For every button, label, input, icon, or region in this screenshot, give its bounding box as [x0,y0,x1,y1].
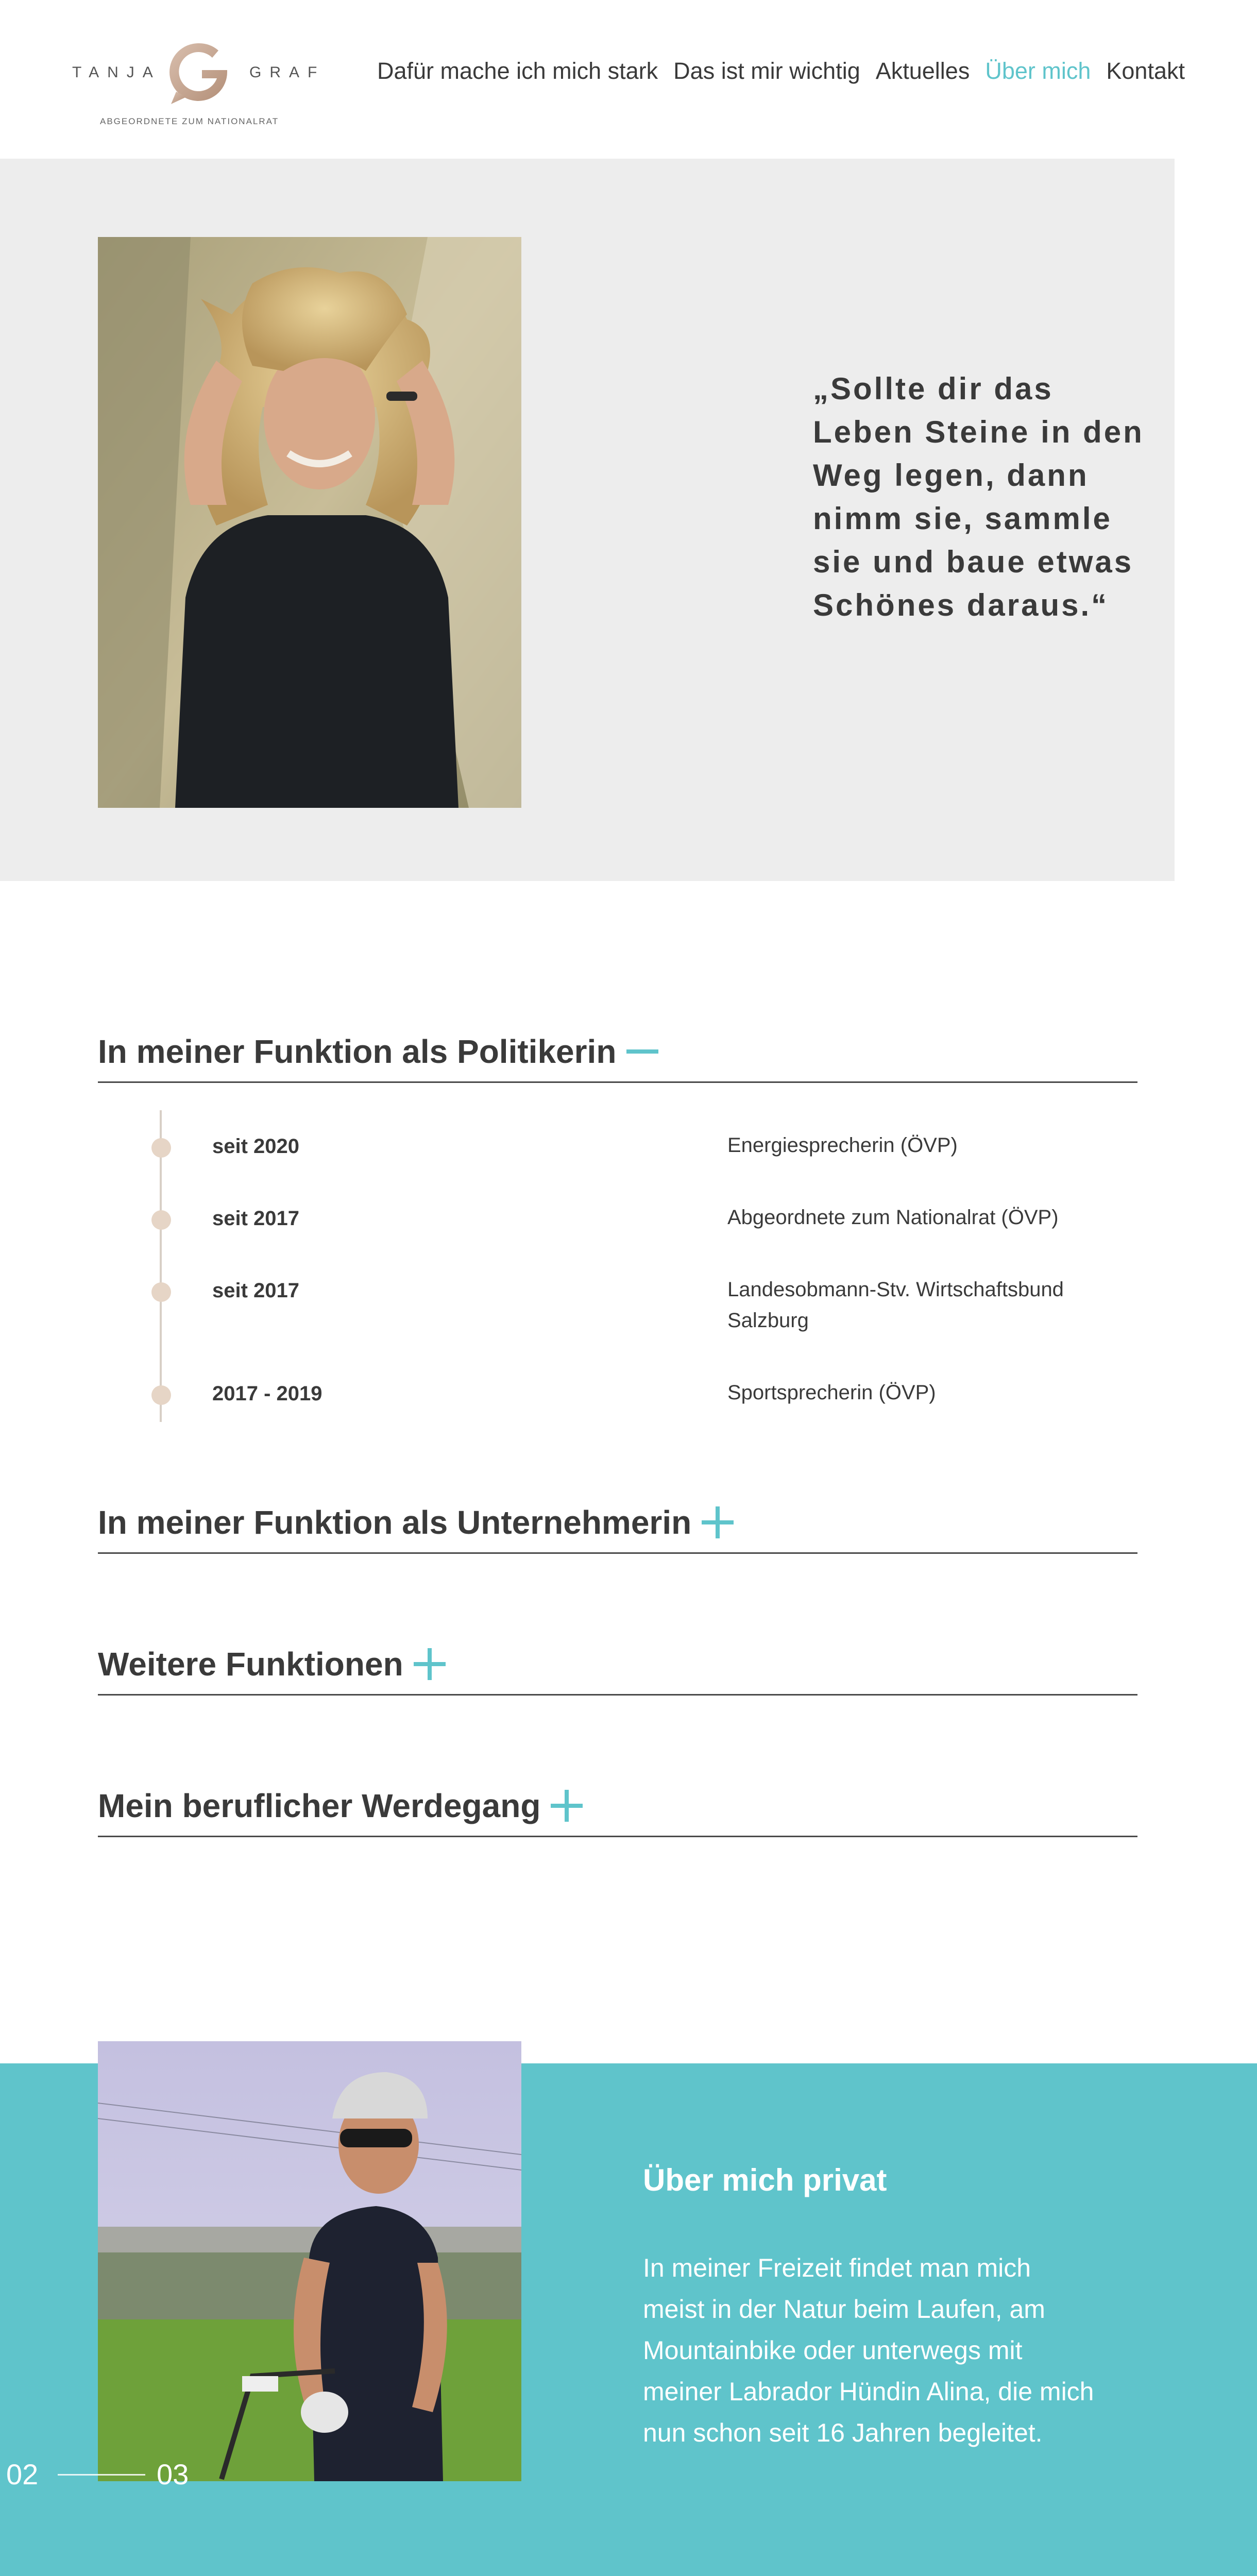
site-header [0,0,1257,159]
accordion-title: In meiner Funktion als Unternehmerin [98,1503,692,1541]
minus-icon[interactable] [626,1036,658,1067]
timeline-year: 2017 - 2019 [212,1382,322,1405]
accordion-header-politikerin[interactable] [98,1021,1137,1083]
main-navigation [377,58,1185,84]
timeline-year: seit 2020 [212,1135,300,1158]
slider-pagination [6,2458,197,2494]
accordion-politikerin [98,1021,1137,1083]
logo-last-name: GRAF [249,64,326,81]
timeline-year: seit 2017 [212,1207,300,1230]
nav-item-wichtig[interactable]: Das ist mir wichtig [673,58,860,84]
site-logo[interactable] [72,39,326,132]
slider-divider [58,2474,145,2476]
private-title: Über mich privat [643,2163,887,2197]
accordion-title: Mein beruflicher Werdegang [98,1787,541,1824]
slider-prev-number[interactable]: 02 [6,2458,39,2490]
timeline-dot [151,1282,171,1302]
g-speech-bubble-icon [165,39,232,106]
timeline-role: Landesobmann-Stv. Wirtschaftsbund Salzburg [727,1278,1064,1332]
timeline-dot [151,1138,171,1158]
accordion-header-unternehmerin[interactable] [98,1492,1137,1554]
portrait-photo [98,237,521,808]
plus-icon[interactable] [702,1506,734,1538]
timeline-role: Abgeordnete zum Nationalrat (ÖVP) [727,1206,1059,1229]
timeline-dot [151,1210,171,1230]
nav-item-aktuelles[interactable]: Aktuelles [875,58,970,84]
accordion-werdegang [98,1775,1137,1837]
timeline-role: Sportsprecherin (ÖVP) [727,1381,936,1404]
timeline-year: seit 2017 [212,1279,300,1302]
cyclist-photo [98,2041,521,2481]
plus-icon[interactable] [551,1790,583,1822]
hero-quote: „Sollte dir das Leben Steine in den Weg legen, dann nimm sie, sammle sie und baue etwas Schönes daraus.“ [813,371,1144,622]
accordion-header-werdegang[interactable] [98,1775,1137,1837]
nav-item-ueber-mich[interactable]: Über mich [985,58,1091,84]
accordion-title: In meiner Funktion als Politikerin [98,1032,617,1070]
timeline-dot [151,1385,171,1405]
accordion-weitere-funktionen [98,1634,1137,1696]
accordion-header-weitere-funktionen[interactable] [98,1634,1137,1696]
nav-item-kontakt[interactable]: Kontakt [1106,58,1185,84]
accordion-unternehmerin [98,1492,1137,1554]
logo-subtitle: ABGEORDNETE ZUM NATIONALRAT [100,116,279,126]
timeline-politikerin [98,1110,1137,1422]
accordion-title: Weitere Funktionen [98,1645,403,1683]
private-text: In meiner Freizeit findet man mich meist in der Natur beim Laufen, am Mountainbike oder unterwegs mit meiner Labrador Hündin Alina, die mich nun schon seit 16 Jahren begleitet. [643,2253,1094,2447]
hero-section [0,159,1175,881]
timeline-role: Energiesprecherin (ÖVP) [727,1134,958,1157]
plus-icon[interactable] [414,1648,446,1680]
nav-item-staerken[interactable]: Dafür mache ich mich stark [377,58,658,84]
slider-next-number[interactable]: 03 [157,2458,189,2490]
logo-first-name: TANJA [72,64,161,81]
